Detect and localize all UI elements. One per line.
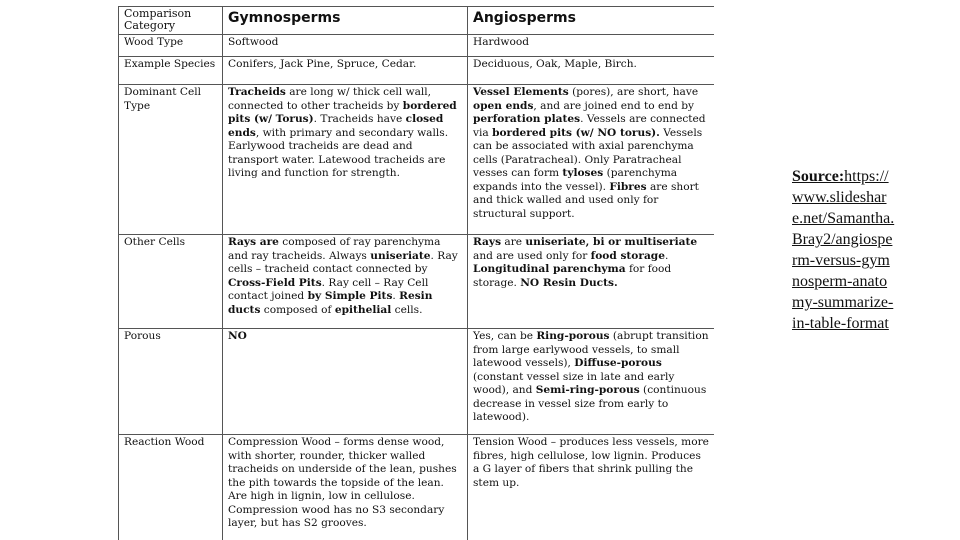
text-segment: are long w/ thick cell wall, connected to other tracheids by (228, 86, 432, 112)
text-segment: Tension Wood – produces less vessels, more fibres, high cellulose, low lignin. Produces a G layer of fibers that shrink pulling the stem up. (473, 436, 709, 489)
angiosperm-cell (468, 57, 715, 85)
table-row (119, 35, 715, 57)
angiosperm-cell (468, 85, 715, 235)
comparison-table-container (118, 6, 714, 540)
text-segment: and are used only for (473, 249, 591, 262)
text-segment: Deciduous, Oak, Maple, Birch. (473, 58, 637, 70)
text-segment: Conifers, Jack Pine, Spruce, Cedar. (228, 58, 417, 70)
table-row (119, 329, 715, 435)
bold-text-segment: bordered pits (w/ Torus) (228, 99, 457, 125)
text-segment: Compression Wood – forms dense wood, with shorter, rounder, thicker walled tracheids on underside of the lean, pushes the pith towards the topside of the lean. Are high in lignin, low in cellulose. Compression wood has no S3 secondary layer, but has S2 grooves. (228, 436, 457, 529)
table-row (119, 235, 715, 329)
source-citation[interactable] (792, 166, 896, 334)
source-link[interactable]: https://www.slideshare.net/Samantha.Bray2/angiosperm-versus-gymnosperm-anatomy-summarize-in-table-format (792, 168, 895, 332)
text-segment: (abrupt transition from large earlywood vessels, to small latewood vessels), (473, 330, 709, 369)
bold-text-segment: food storage (590, 249, 665, 262)
bold-text-segment: Ring-porous (536, 330, 610, 342)
row-category-cell: Example Species (119, 57, 223, 85)
bold-text-segment: Resin ducts (228, 290, 433, 316)
gymnosperm-cell (223, 235, 468, 329)
bold-text-segment: Fibres (609, 180, 647, 193)
bold-text-segment: Rays (473, 236, 502, 248)
gymnosperm-cell (223, 435, 468, 540)
text-segment: cells. (391, 303, 423, 316)
bold-text-segment: open ends (473, 99, 534, 112)
bold-text-segment: NO (228, 330, 247, 342)
text-segment: are (501, 236, 526, 248)
bold-text-segment: Diffuse-porous (574, 357, 662, 369)
angiosperm-cell (468, 329, 715, 435)
comparison-table (118, 6, 714, 540)
text-segment: Vessels can be associated with axial parenchyma cells (Paratracheal). Only Paratracheal vesses can form (473, 126, 703, 179)
text-segment: for food storage. (473, 263, 672, 289)
bold-text-segment: closed ends (228, 113, 444, 139)
bold-text-segment: NO Resin Ducts. (520, 276, 618, 289)
bold-text-segment: bordered pits (w/ NO torus). (492, 126, 660, 139)
gymnosperm-cell (223, 57, 468, 85)
text-segment: (continuous decrease in vessel size from early to latewood). (473, 384, 707, 423)
text-segment: . Ray cells – tracheid contact connected by (228, 249, 458, 275)
text-segment: . Vessels are connected via (473, 113, 706, 139)
bold-text-segment: Cross-Field Pits (228, 276, 322, 289)
text-segment: , and are joined end to end by (533, 99, 695, 112)
header-gymnosperms-cell: Gymnosperms (223, 7, 468, 35)
table-row (119, 85, 715, 235)
gymnosperm-cell (223, 35, 468, 57)
text-segment: , with primary and secondary walls. Earlywood tracheids are dead and transport water. Latewood tracheids are living and function for strength. (228, 126, 449, 179)
bold-text-segment: Vessel Elements (473, 86, 569, 98)
text-segment: Softwood (228, 36, 279, 48)
row-category-cell: Reaction Wood (119, 435, 223, 540)
text-segment: Hardwood (473, 36, 530, 48)
text-segment: Yes, can be (473, 330, 537, 342)
text-segment: are short and thick walled and used only for structural support. (473, 180, 699, 220)
text-segment: composed of (260, 303, 335, 316)
bold-text-segment: Semi-ring-porous (535, 384, 640, 396)
table-header-row (119, 7, 715, 35)
text-segment: (parenchyma expands into the vessel). (473, 167, 678, 193)
bold-text-segment: by Simple Pits (307, 290, 393, 302)
bold-text-segment: Longitudinal parenchyma (473, 263, 626, 275)
angiosperm-cell (468, 235, 715, 329)
table-row (119, 57, 715, 85)
angiosperm-cell (468, 35, 715, 57)
text-segment: . (664, 249, 669, 262)
bold-text-segment: perforation plates (473, 113, 581, 125)
row-category-cell: Other Cells (119, 235, 223, 329)
row-category-cell: Wood Type (119, 35, 223, 57)
text-segment: (pores), are short, have (568, 86, 699, 98)
text-segment: . (392, 290, 400, 302)
gymnosperm-cell (223, 85, 468, 235)
text-segment: . Tracheids have (313, 113, 406, 125)
bold-text-segment: Rays are (228, 236, 279, 248)
gymnosperm-cell (223, 329, 468, 435)
header-angiosperms-cell: Angiosperms (468, 7, 715, 35)
text-segment: composed of ray parenchyma and ray tracheids. Always (228, 236, 441, 262)
table-row (119, 435, 715, 540)
bold-text-segment: epithelial (334, 303, 392, 316)
bold-text-segment: uniseriate (370, 249, 431, 262)
angiosperm-cell (468, 435, 715, 540)
bold-text-segment: tyloses (562, 167, 604, 179)
text-segment: . Ray cell – Ray Cell contact joined (228, 276, 429, 302)
row-category-cell: Porous (119, 329, 223, 435)
bold-text-segment: Tracheids (228, 86, 286, 98)
row-category-cell: Dominant Cell Type (119, 85, 223, 235)
header-category-cell: Comparison Category (119, 7, 223, 35)
text-segment: (constant vessel size in late and early wood), and (473, 370, 675, 396)
bold-text-segment: uniseriate, bi or multiseriate (525, 236, 698, 248)
source-label: Source: (792, 168, 845, 185)
